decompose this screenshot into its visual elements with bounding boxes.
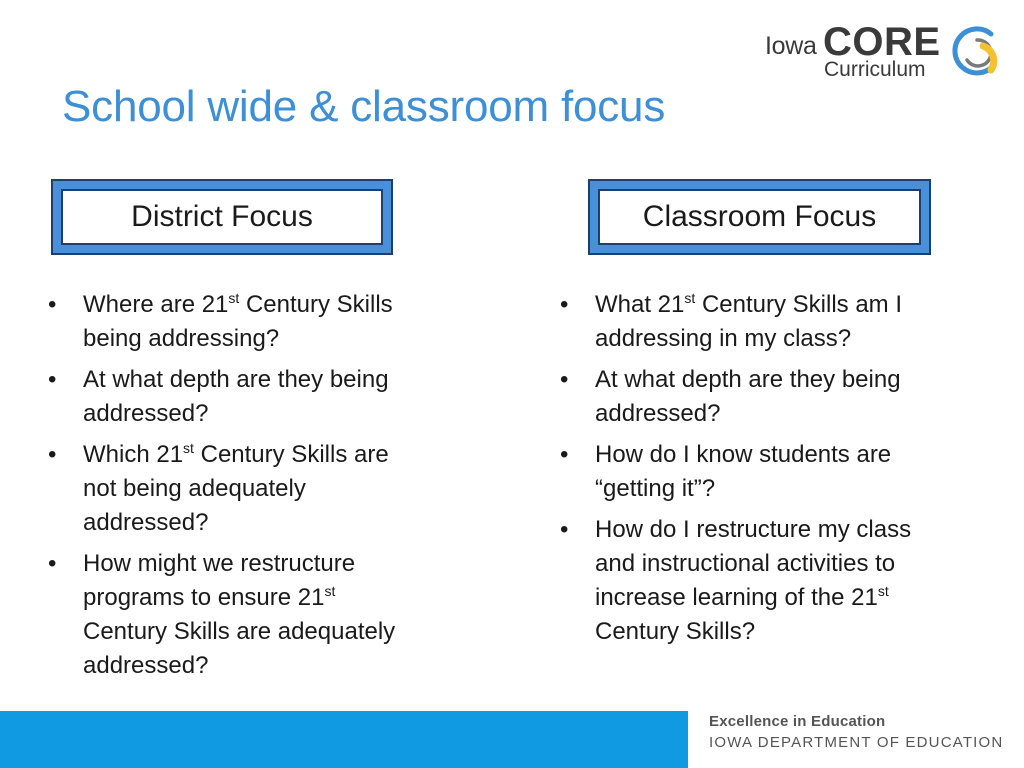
list-item: • What 21st Century Skills am I addressing in my class? [556, 288, 956, 356]
district-focus-box [51, 179, 393, 255]
list-item: • How do I know students are “getting it”? [556, 438, 956, 506]
footer-bar [0, 711, 688, 768]
district-focus-list [44, 288, 424, 690]
classroom-focus-list [556, 288, 956, 656]
classroom-focus-box [588, 179, 931, 255]
logo-curriculum-text: Curriculum [824, 58, 926, 81]
district-focus-heading: District Focus [61, 189, 383, 245]
footer-tagline: Excellence in Education [709, 713, 886, 730]
list-item: • At what depth are they being addressed? [556, 363, 956, 431]
logo-core-text: CORE [823, 20, 941, 64]
footer-text [709, 713, 1019, 751]
list-item: • How do I restructure my class and instructional activities to increase learning of the 21st Century Skills? [556, 513, 956, 649]
logo-ring-icon [947, 22, 1005, 80]
iowa-core-logo [765, 20, 1010, 84]
logo-iowa-text: Iowa [765, 32, 817, 60]
list-item: • How might we restructure programs to ensure 21st Century Skills are adequately addressed? [44, 547, 424, 683]
slide-title: School wide & classroom focus [62, 82, 666, 131]
list-item: • At what depth are they being addressed? [44, 363, 424, 431]
list-item: • Where are 21st Century Skills being addressing? [44, 288, 424, 356]
list-item: • Which 21st Century Skills are not being adequately addressed? [44, 438, 424, 540]
classroom-focus-heading: Classroom Focus [598, 189, 921, 245]
footer-department: IOWA DEPARTMENT OF EDUCATION [709, 734, 1004, 751]
